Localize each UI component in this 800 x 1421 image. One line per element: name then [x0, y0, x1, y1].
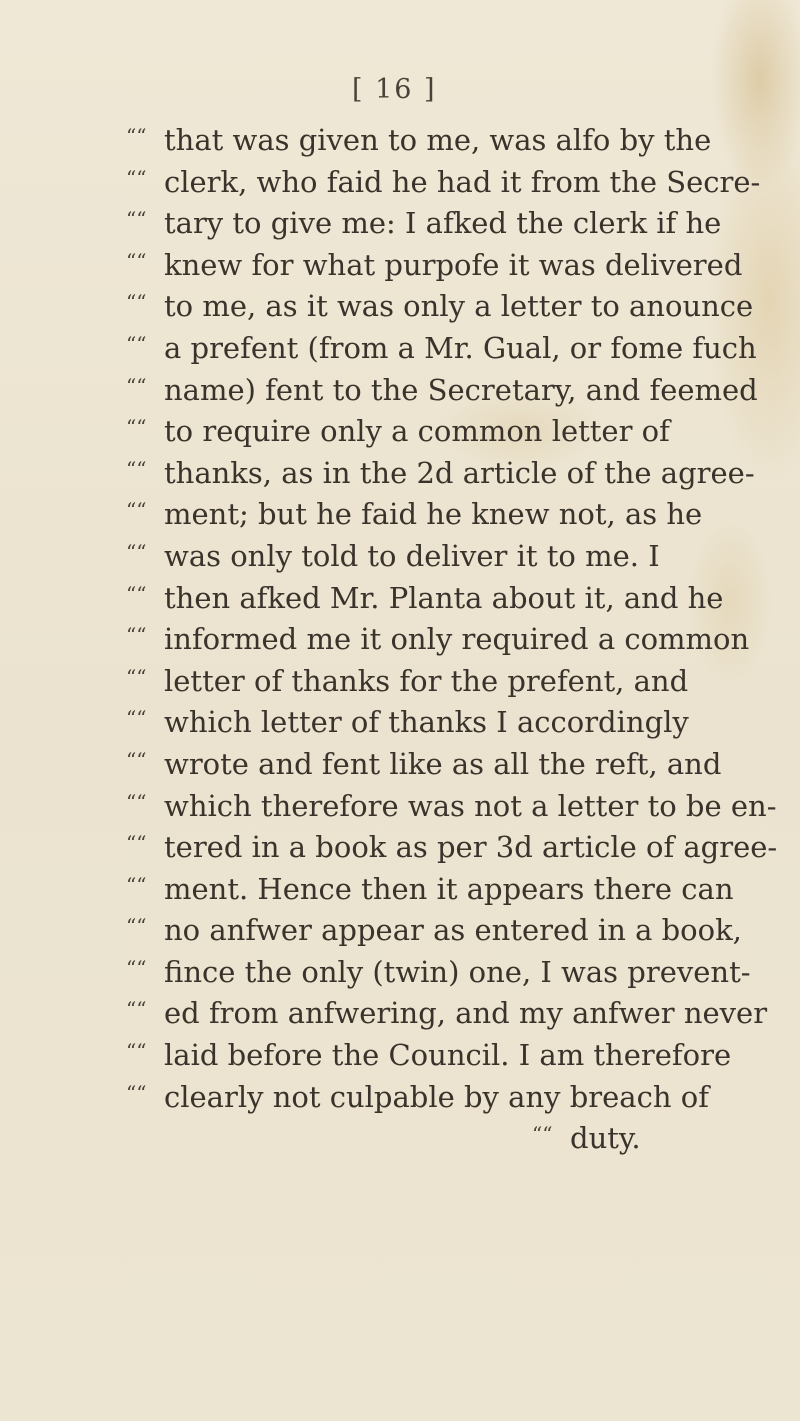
text-line: ““ informed me it only required a common: [126, 619, 766, 661]
text-line: ““ then afked Mr. Planta about it, and he: [126, 578, 766, 620]
text-line: ““ to me, as it was only a letter to anounce: [126, 286, 766, 328]
text-line: ““ no anfwer appear as entered in a book,: [126, 910, 766, 952]
quote-mark: ““: [126, 498, 147, 523]
quote-mark: ““: [126, 1080, 147, 1105]
quote-mark: ““: [126, 831, 147, 856]
quote-mark: ““: [126, 872, 147, 897]
quote-mark: ““: [126, 623, 147, 648]
text-line: ““ ment; but he faid he knew not, as he: [126, 494, 766, 536]
body-text: [126, 120, 778, 1160]
quote-mark: ““: [126, 997, 147, 1022]
quote-mark: ““: [126, 664, 147, 689]
quote-mark: ““: [126, 1039, 147, 1064]
quote-mark: ““: [126, 747, 147, 772]
text-line: ““ tered in a book as per 3d article of agree-: [126, 827, 766, 869]
text-line: ““ clearly not culpable by any breach of: [126, 1077, 766, 1119]
text-line: ““ letter of thanks for the prefent, and: [126, 661, 766, 703]
quote-mark: ““: [126, 914, 147, 939]
final-text-line: ““ duty.: [126, 1118, 766, 1160]
quote-mark: ““: [126, 955, 147, 980]
text-line: ““ ed from anfwering, and my anfwer never: [126, 993, 766, 1035]
quote-mark: ““: [126, 207, 147, 232]
quote-mark: ““: [126, 415, 147, 440]
quote-mark: ““: [126, 581, 147, 606]
text-line: ““ laid before the Council. I am therefore: [126, 1035, 766, 1077]
text-line: ““ clerk, who faid he had it from the Secre-: [126, 162, 766, 204]
text-line: ““ which letter of thanks I accordingly: [126, 702, 766, 744]
quote-mark: ““: [126, 331, 147, 356]
text-line: ““ was only told to deliver it to me. I: [126, 536, 766, 578]
quote-mark: ““: [126, 165, 147, 190]
quote-mark: ““: [126, 456, 147, 481]
page-number: [ 16 ]: [352, 74, 437, 105]
quote-mark: ““: [126, 248, 147, 273]
quote-mark: ““: [126, 789, 147, 814]
text-line: ““ a prefent (from a Mr. Gual, or fome fuch: [126, 328, 766, 370]
text-line: ““ fince the only (twin) one, I was prevent-: [126, 952, 766, 994]
quote-mark: ““: [126, 539, 147, 564]
quote-mark: ““: [532, 1122, 553, 1147]
text-line: ““ which therefore was not a letter to be en-: [126, 786, 766, 828]
text-line: ““ name) fent to the Secretary, and feemed: [126, 370, 766, 412]
quote-mark: ““: [126, 290, 147, 315]
text-line: ““ that was given to me, was alfo by the: [126, 120, 766, 162]
text-line: ““ tary to give me: I afked the clerk if he: [126, 203, 766, 245]
quote-mark: ““: [126, 706, 147, 731]
quote-mark: ““: [126, 124, 147, 148]
text-line: ““ wrote and fent like as all the reft, and: [126, 744, 766, 786]
text-line: ““ ment. Hence then it appears there can: [126, 869, 766, 911]
quote-mark: ““: [126, 373, 147, 398]
text-line: ““ thanks, as in the 2d article of the agree-: [126, 453, 766, 495]
text-line: ““ to require only a common letter of: [126, 411, 766, 453]
text-line: ““ knew for what purpofe it was delivered: [126, 245, 766, 287]
